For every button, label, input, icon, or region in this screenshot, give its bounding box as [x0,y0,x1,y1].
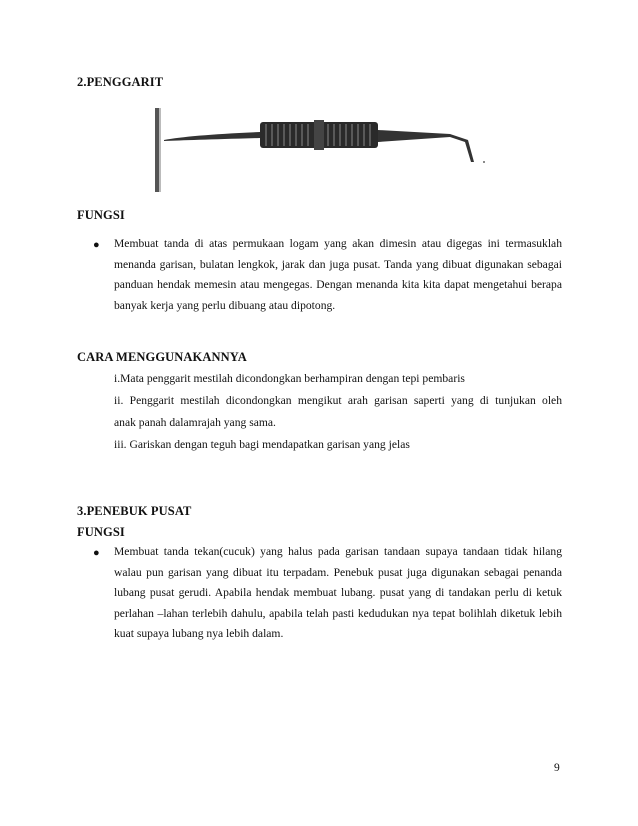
fungsi-heading-2: FUNGSI [77,525,125,539]
section-heading-penggarit: 2.PENGGARIT [77,75,164,89]
cara-heading: CARA MENGGUNAKANNYA [77,350,247,364]
fungsi-text-2: Membuat tanda tekan(cucuk) yang halus pada garisan tandaan supaya tandaan tidak hilang walau pun garisan yang dibuat itu terpadam. Penebuk pusat juga digunakan sebagai penanda lubang pusat gerudi. Apabila hendak membuat lubang. pusat yang di tandakan perlu di ketuk perlahan –lahan terlebih dahulu, apabila telah pasti kedudukan nya tepat bolihlah diketuk lebih kuat supaya lubang nya lebih dalam. [114,545,562,640]
bullet-marker-2: ● [93,547,100,559]
page-number: 9 [554,762,560,774]
fungsi-text-1: Membuat tanda di atas permukaan logam yang akan dimesin atau digegas ini termasuklah menanda garisan, bulatan lengkok, jarak dan juga pusat. Tanda yang dibuat digunakan sebagai panduan hendak memesin atau mengegas. Dengan menanda kita kita dapat mengetahui berapa banyak kerja yang perlu dibuang atau dipotong. [114,237,562,312]
bullet-marker-1: ● [93,239,100,251]
step-i: i.Mata penggarit mestilah dicondongkan berhampiran dengan tepi pembaris [114,372,465,385]
step-iii: iii. Gariskan dengan teguh bagi mendapatkan garisan yang jelas [114,438,410,451]
fungsi-heading-1: FUNGSI [77,208,125,222]
step-ii-line-2: anak panah dalamrajah yang sama. [114,416,276,429]
section-heading-penebuk-pusat: 3.PENEBUK PUSAT [77,504,192,518]
scriber-tool-illustration [150,104,490,194]
step-ii-line-1: ii. Penggarit mestilah dicondongkan mengikut arah garisan saperti yang di tunjukan oleh [114,394,562,407]
